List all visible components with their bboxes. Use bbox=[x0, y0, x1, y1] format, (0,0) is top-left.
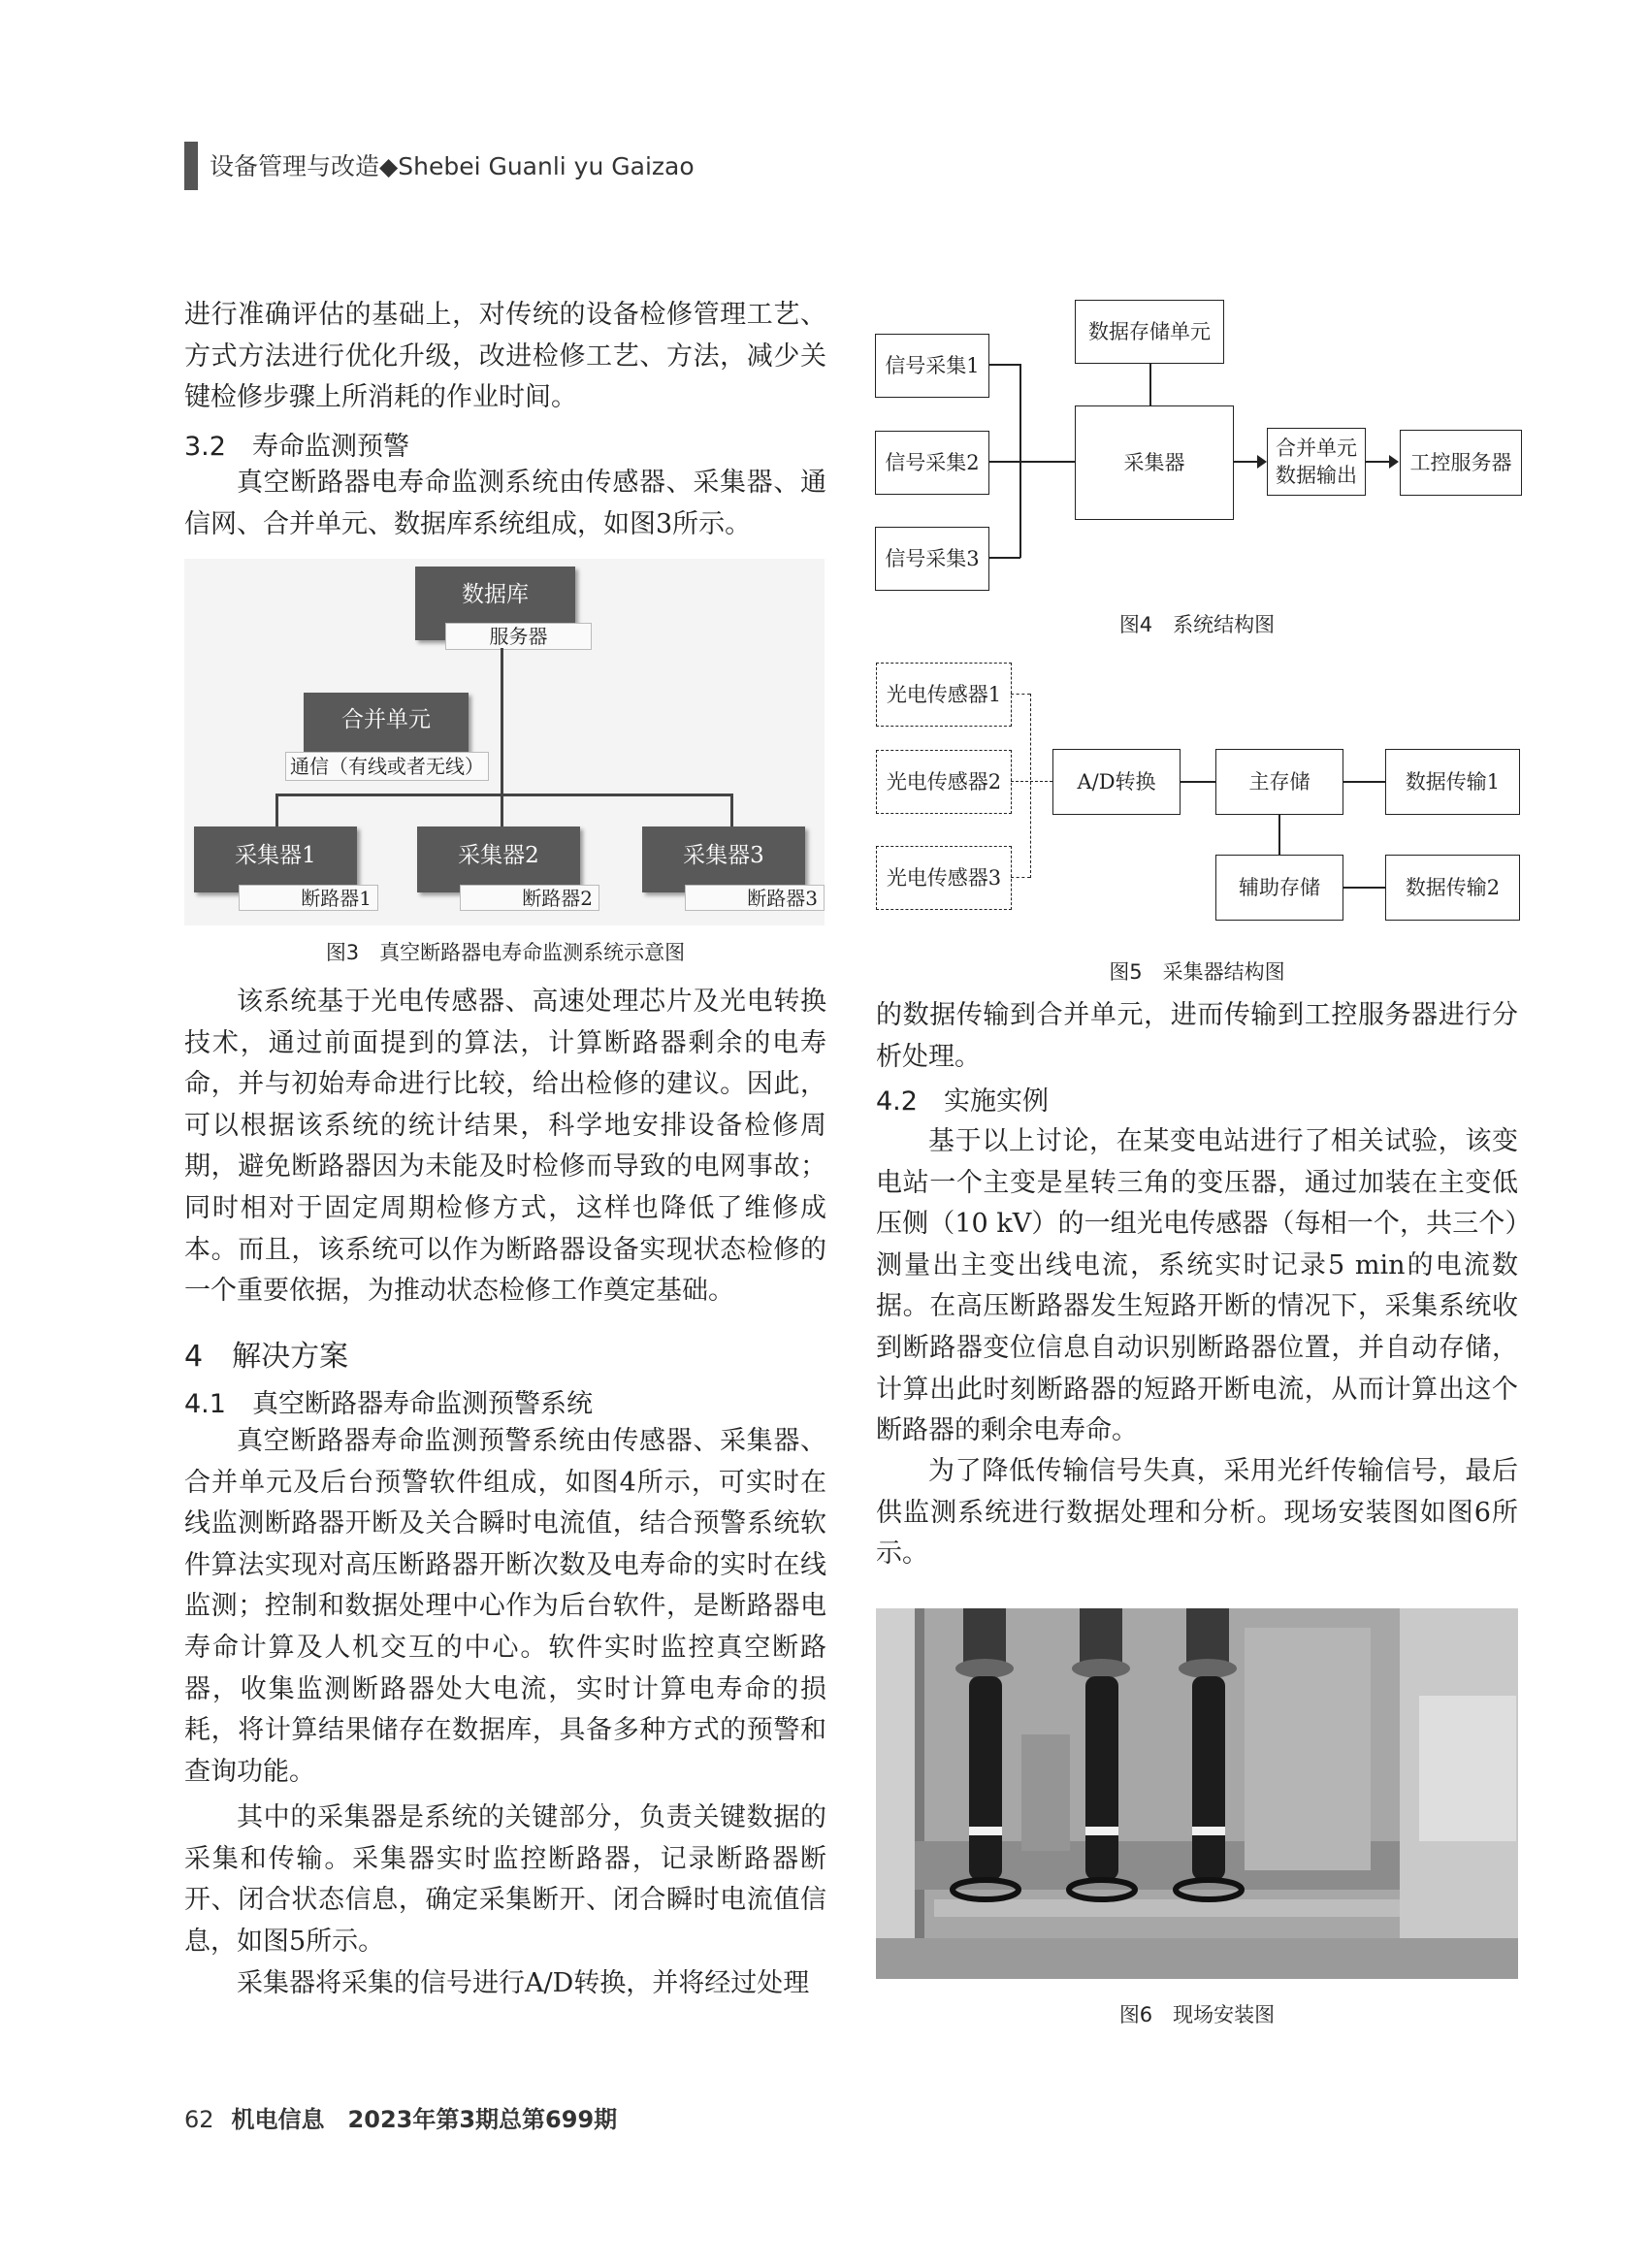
dashed-line bbox=[1011, 781, 1052, 782]
dashed-line bbox=[1011, 694, 1030, 695]
transfer-label: 数据传输1 bbox=[1405, 770, 1501, 794]
paragraph: 的数据传输到合并单元，进而传输到工控服务器进行分析处理。 bbox=[876, 1000, 1518, 1072]
collector-label: 采集器1 bbox=[235, 843, 316, 868]
output-label: 数据输出 bbox=[1276, 464, 1357, 487]
sensor-label: 光电传感器1 bbox=[886, 683, 1002, 706]
figure-4-caption: 图4 系统结构图 bbox=[1118, 613, 1276, 636]
transfer-box bbox=[1385, 749, 1520, 815]
collector-box bbox=[194, 826, 357, 892]
breaker-tag: 断路器3 bbox=[685, 885, 825, 911]
section-heading: 3.2 寿命监测预警 bbox=[184, 432, 409, 462]
connector-line bbox=[988, 364, 1020, 366]
breaker-tag: 断路器2 bbox=[460, 885, 599, 911]
arrow-head bbox=[1257, 455, 1267, 469]
paragraph: 进行准确评估的基础上，对传统的设备检修管理工艺、方式方法进行优化升级，改进检修工艺、方法，减少关键检修步骤上所消耗的作业时间。 bbox=[184, 300, 826, 413]
storage-label: 数据存储单元 bbox=[1088, 320, 1211, 343]
collector-box bbox=[642, 826, 805, 892]
section-heading: 4 解决方案 bbox=[184, 1340, 349, 1374]
breaker-tag: 断路器1 bbox=[239, 885, 378, 911]
signal-box bbox=[875, 431, 989, 495]
section-heading: 4.1 真空断路器寿命监测预警系统 bbox=[184, 1389, 593, 1419]
connector-line bbox=[1180, 781, 1215, 783]
dashed-line bbox=[1011, 877, 1030, 878]
collector-label: 采集器2 bbox=[458, 843, 539, 868]
figure-3-caption: 图3 真空断路器电寿命监测系统示意图 bbox=[325, 941, 686, 964]
paragraph: 其中的采集器是系统的关键部分，负责关键数据的采集和传输。采集器实时监控断路器，记录断路器断开、闭合状态信息，确定采集断开、闭合瞬时电流值信息，如图5所示。 bbox=[184, 1802, 826, 1957]
connector-line bbox=[275, 794, 733, 796]
connector-line bbox=[1343, 887, 1385, 889]
connector-line bbox=[730, 794, 733, 826]
sensor-box bbox=[876, 846, 1012, 910]
page-number: 62 bbox=[184, 2106, 214, 2133]
collector-box bbox=[1075, 405, 1234, 520]
aux-storage-label: 辅助存储 bbox=[1239, 876, 1320, 899]
paragraph: 基于以上讨论，在某变电站进行了相关试验，该变电站一个主变是星转三角的变压器，通过加装在主变低压侧（10 kV）的一组光电传感器（每相一个，共三个）测量出主变出线电流，系统实时记录5 min的电流数据。在高压断路器发生短路开断的情况下，采集系统收到断路器变位信息自动识别断路器位置，并自动存储，计算出此时刻断路器的短路开断电流，从而计算出这个断路器的剩余电寿命。 bbox=[876, 1126, 1518, 1446]
transfer-label: 数据传输2 bbox=[1405, 876, 1501, 899]
signal-label: 信号采集1 bbox=[885, 354, 980, 377]
sensor-label: 光电传感器3 bbox=[886, 866, 1002, 890]
dashed-line bbox=[1030, 694, 1031, 878]
connector-line bbox=[988, 461, 1020, 463]
database-label: 数据库 bbox=[462, 582, 529, 607]
section-heading: 4.2 实施实例 bbox=[876, 1086, 1049, 1117]
connector-line bbox=[988, 557, 1020, 559]
merge-unit-label: 合并单元 bbox=[341, 707, 431, 732]
arrow-line bbox=[1365, 461, 1392, 463]
installation-photo-drawing bbox=[876, 1608, 1518, 1979]
page-footer bbox=[184, 2100, 617, 2134]
ad-label: A/D转换 bbox=[1077, 770, 1156, 794]
sensor-box bbox=[876, 750, 1012, 814]
comm-tag: 通信（有线或者无线） bbox=[285, 752, 489, 781]
collector-label: 采集器3 bbox=[683, 843, 764, 868]
server-tag: 服务器 bbox=[445, 623, 592, 650]
connector-line bbox=[1149, 363, 1151, 405]
transfer-box bbox=[1385, 855, 1520, 921]
collector-box bbox=[417, 826, 580, 892]
signal-label: 信号采集3 bbox=[885, 547, 980, 570]
journal-info: 机电信息 2023年第3期总第699期 bbox=[231, 2106, 618, 2133]
server-box bbox=[1400, 430, 1522, 496]
connector-line bbox=[1278, 814, 1280, 855]
merge-output-box bbox=[1267, 428, 1366, 496]
server-label: 工控服务器 bbox=[1409, 451, 1512, 474]
header-bar bbox=[184, 142, 198, 190]
arrow-head bbox=[1389, 455, 1399, 469]
sensor-label: 光电传感器2 bbox=[886, 770, 1002, 794]
arrow-line bbox=[1233, 461, 1260, 463]
paragraph: 该系统基于光电传感器、高速处理芯片及光电转换技术，通过前面提到的算法，计算断路器剩余的电寿命，并与初始寿命进行比较，给出检修的建议。因此，可以根据该系统的统计结果，科学地安排设备检修周期，避免断路器因为未能及时检修而导致的电网事故；同时相对于固定周期检修方式，这样也降低了维修成本。而且，该系统可以作为断路器设备实现状态检修的一个重要依据，为推动状态检修工作奠定基础。 bbox=[184, 987, 826, 1307]
connector-line bbox=[501, 794, 503, 826]
paragraph: 为了降低传输信号失真，采用光纤传输信号，最后供监测系统进行数据处理和分析。现场安装图如图6所示。 bbox=[876, 1456, 1518, 1570]
ad-box bbox=[1052, 749, 1181, 815]
paragraph: 真空断路器电寿命监测系统由传感器、采集器、通信网、合并单元、数据库系统组成，如图3所示。 bbox=[184, 468, 826, 539]
merge-unit-box bbox=[304, 693, 469, 759]
figure-6-caption: 图6 现场安装图 bbox=[1118, 2003, 1276, 2026]
storage-box bbox=[1075, 300, 1224, 364]
merge-label: 合并单元 bbox=[1276, 437, 1357, 460]
collector-label: 采集器 bbox=[1123, 451, 1185, 474]
connector-line bbox=[1343, 781, 1385, 783]
connector-line bbox=[1019, 461, 1076, 463]
connector-line bbox=[501, 648, 503, 794]
running-header: 设备管理与改造◆Shebei Guanli yu Gaizao bbox=[210, 152, 695, 180]
signal-label: 信号采集2 bbox=[885, 451, 980, 474]
main-storage-box bbox=[1215, 749, 1343, 815]
main-storage-label: 主存储 bbox=[1248, 770, 1310, 794]
paragraph: 采集器将采集的信号进行A/D转换，并将经过处理 bbox=[237, 1968, 810, 1998]
aux-storage-box bbox=[1215, 855, 1343, 921]
signal-box bbox=[875, 334, 989, 398]
installation-photo bbox=[876, 1608, 1518, 1979]
figure-5-caption: 图5 采集器结构图 bbox=[1109, 960, 1285, 984]
connector-line bbox=[275, 794, 278, 826]
paragraph: 真空断路器寿命监测预警系统由传感器、采集器、合并单元及后台预警软件组成，如图4所示，可实时在线监测断路器开断及关合瞬时电流值，结合预警系统软件算法实现对高压断路器开断次数及电寿命的实时在线监测；控制和数据处理中心作为后台软件，是断路器电寿命计算及人机交互的中心。软件实时监控真空断路器，收集监测断路器处大电流，实时计算电寿命的损耗，将计算结果储存在数据库，具备多种方式的预警和查询功能。 bbox=[184, 1426, 826, 1787]
sensor-box bbox=[876, 663, 1012, 727]
signal-box bbox=[875, 527, 989, 591]
